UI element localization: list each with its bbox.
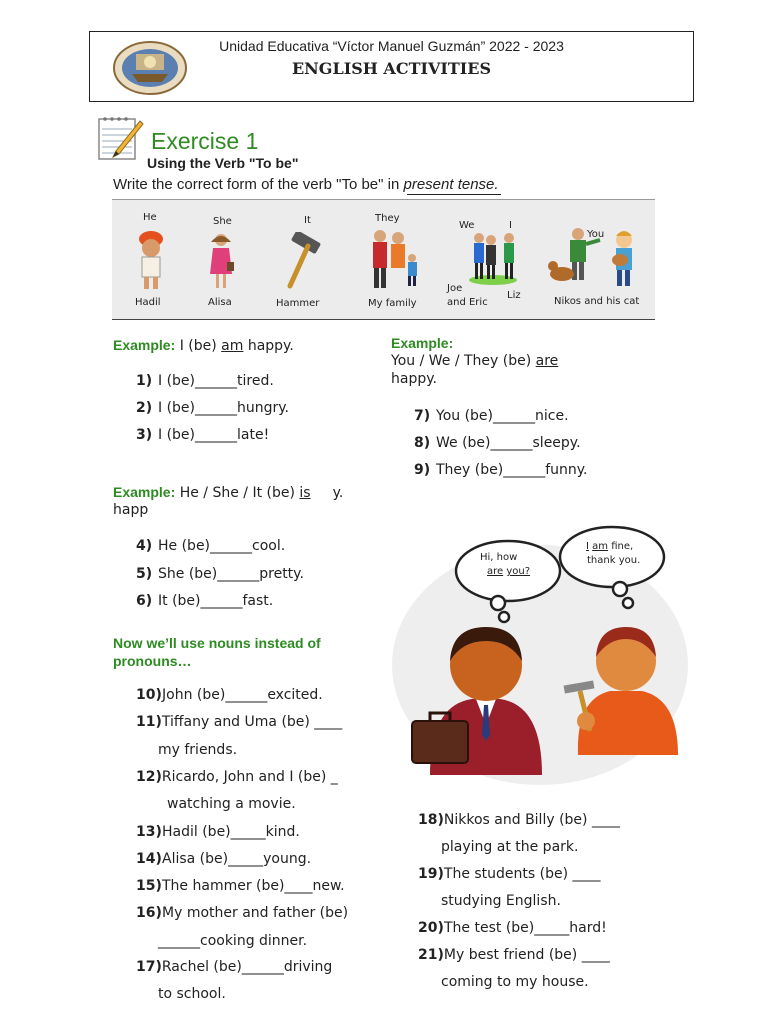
- pronoun-we: We: [459, 220, 475, 231]
- school-name: Unidad Educativa “Víctor Manuel Guzmán” 2022 - 2023: [219, 38, 564, 54]
- item-12-cont: watching a movie.: [167, 796, 296, 812]
- item-14: 14)Alisa (be)_____young.: [136, 851, 312, 867]
- girl-figure-icon: [207, 232, 235, 292]
- friends-figure-icon: [467, 230, 519, 286]
- item-21-cont: coming to my house.: [441, 974, 589, 990]
- item-11-cont: my friends.: [158, 742, 238, 758]
- item-10: 10)John (be)______excited.: [136, 687, 323, 703]
- item-20: 20)The test (be)_____hard!: [418, 920, 607, 936]
- label-nikos-and-his-cat: Nikos and his cat: [554, 296, 640, 307]
- item-17-cont: to school.: [158, 986, 226, 1002]
- pronoun-picture-strip: [112, 199, 655, 320]
- item-19-cont: studying English.: [441, 893, 561, 909]
- instruction: Write the correct form of the verb "To be" in present tense.: [113, 176, 499, 193]
- label-alisa: Alisa: [208, 297, 232, 308]
- example-3-cont: happ: [113, 502, 149, 518]
- notepad-pencil-icon: [96, 115, 146, 163]
- item-6: 6) It (be)______fast.: [136, 593, 274, 609]
- item-1: 1) I (be)______tired.: [136, 373, 274, 389]
- example-2-cont: happy.: [391, 371, 437, 387]
- item-12: 12)Ricardo, John and I (be) _: [136, 769, 338, 785]
- label-joe: Joe: [447, 283, 463, 294]
- item-9: 9) They (be)______funny.: [414, 462, 588, 478]
- family-figure-icon: [368, 228, 420, 290]
- item-15: 15)The hammer (be)____new.: [136, 878, 345, 894]
- nouns-heading-line-1: Now we’ll use nouns instead of: [113, 635, 321, 651]
- example-label: Example:: [113, 337, 176, 353]
- item-17: 17)Rachel (be)______driving: [136, 959, 333, 975]
- exercise-subtitle: Using the Verb "To be": [147, 155, 299, 171]
- label-and-eric: and Eric: [447, 297, 488, 308]
- nouns-heading-line-2: pronouns…: [113, 653, 192, 669]
- boy-and-cat-icon: [548, 226, 640, 290]
- pronoun-it: It: [304, 215, 311, 226]
- header-box: [89, 31, 694, 102]
- item-11: 11)Tiffany and Uma (be) ____: [136, 714, 343, 730]
- pronoun-i: I: [509, 220, 512, 231]
- bubble-right-line-1: I am fine,: [586, 541, 634, 552]
- exercise-title: Exercise 1: [151, 128, 259, 154]
- page-heading: ENGLISH ACTIVITIES: [291, 59, 492, 78]
- boy-figure-icon: [134, 230, 168, 292]
- hammer-icon: [284, 232, 326, 290]
- label-my-family: My family: [368, 298, 417, 309]
- item-16-cont: ______cooking dinner.: [158, 933, 308, 949]
- example-2-label: Example:: [391, 335, 454, 351]
- item-13: 13)Hadil (be)_____kind.: [136, 824, 300, 840]
- pronoun-you: You: [587, 229, 605, 240]
- example-2: You / We / They (be) are: [391, 353, 559, 369]
- label-hammer: Hammer: [276, 298, 320, 309]
- conversation-illustration: [390, 515, 690, 790]
- item-3: 3) I (be)______late!: [136, 427, 270, 443]
- pronoun-he: He: [143, 212, 157, 223]
- bubble-left-line-1: Hi, how: [480, 552, 518, 563]
- example-3: Example: He / She / It (be) is y.: [113, 484, 344, 501]
- bubble-left-line-2: are you?: [487, 566, 531, 577]
- item-4: 4) He (be)______cool.: [136, 538, 286, 554]
- item-16: 16)My mother and father (be): [136, 905, 349, 921]
- item-5: 5) She (be)______pretty.: [136, 566, 304, 582]
- bubble-right-line-2: thank you.: [587, 555, 641, 566]
- example-1: Example: I (be) am happy.: [113, 337, 294, 354]
- pronoun-she: She: [213, 216, 232, 227]
- item-18-cont: playing at the park.: [441, 839, 579, 855]
- item-18: 18)Nikkos and Billy (be) ____: [418, 812, 620, 828]
- pronoun-they: They: [375, 213, 400, 224]
- item-19: 19)The students (be) ____: [418, 866, 601, 882]
- item-7: 7) You (be)______nice.: [414, 408, 569, 424]
- instruction-underline: [407, 194, 501, 195]
- item-2: 2) I (be)______hungry.: [136, 400, 290, 416]
- label-hadil: Hadil: [135, 297, 161, 308]
- label-liz: Liz: [507, 290, 521, 301]
- item-8: 8) We (be)______sleepy.: [414, 435, 581, 451]
- item-21: 21)My best friend (be) ____: [418, 947, 610, 963]
